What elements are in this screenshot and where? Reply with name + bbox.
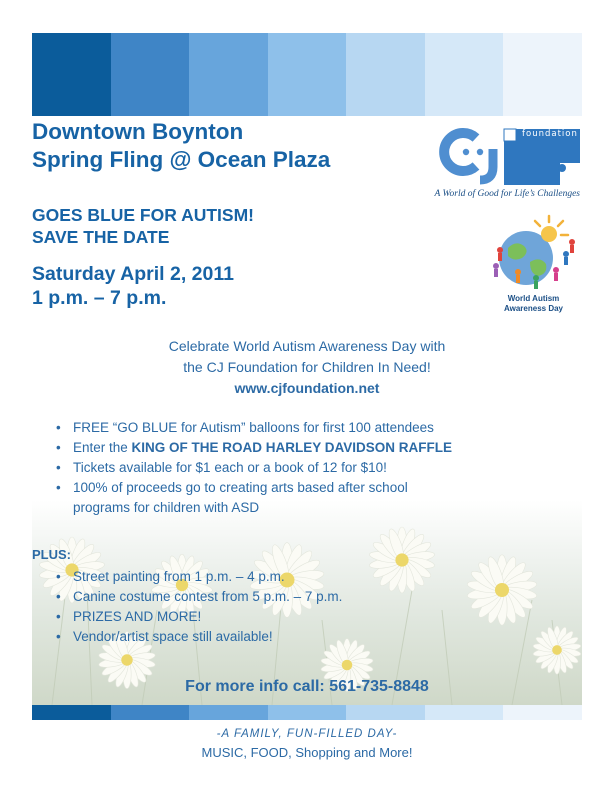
cj-foundation-logo — [418, 123, 583, 205]
raffle-name: KING OF THE ROAD HARLEY DAVIDSON RAFFLE — [131, 440, 453, 455]
swatch-1 — [32, 33, 111, 116]
footer-tagline: -A FAMILY, FUN-FILLED DAY- — [216, 728, 398, 740]
logo-tagline: A World of Good for Life’s Challenges — [434, 189, 580, 199]
event-date: Saturday April 2, 2011 — [32, 263, 234, 285]
plus-activities-list — [56, 567, 476, 647]
contact-phone: For more info call: 561-735-8848 — [185, 678, 429, 695]
list-item-text: PRIZES AND MORE! — [73, 609, 202, 624]
list-item-text: 100% of proceeds go to creating arts based after school — [73, 480, 408, 495]
swatch-7 — [503, 705, 582, 720]
list-item-text: FREE “GO BLUE for Autism” balloons for first 100 attendees — [73, 420, 434, 435]
list-item — [56, 567, 476, 587]
logo-foundation-text: foundation — [522, 129, 578, 139]
event-time: 1 p.m. – 7 p.m. — [32, 287, 167, 309]
plus-label: PLUS: — [32, 547, 71, 562]
waad-line-2: Awareness Day — [504, 304, 563, 313]
daisy-icon — [466, 555, 537, 625]
bullet-icon: • — [56, 460, 61, 475]
bullet-icon: • — [56, 609, 61, 624]
save-the-date-line: SAVE THE DATE — [32, 227, 170, 247]
list-item-text: Canine costume contest from 5 p.m. – 7 p.m. — [73, 589, 343, 604]
list-item — [56, 587, 476, 607]
intro-text — [32, 336, 582, 399]
footer-subline: MUSIC, FOOD, Shopping and More! — [201, 745, 413, 760]
bullet-icon: • — [56, 440, 61, 455]
event-date-time — [32, 262, 234, 310]
goes-blue-heading — [32, 204, 254, 248]
list-item-text: Vendor/artist space still available! — [73, 629, 273, 644]
list-item-text: Street painting from 1 p.m. – 4 p.m. — [73, 569, 285, 584]
bullet-icon: • — [56, 420, 61, 435]
event-highlights-list — [56, 418, 526, 518]
list-item — [56, 627, 476, 647]
title-line-2: Spring Fling @ Ocean Plaza — [32, 147, 331, 172]
website-link[interactable]: www.cjfoundation.net — [234, 380, 380, 396]
intro-line-2: the CJ Foundation for Children In Need! — [183, 359, 431, 375]
list-item-text: Tickets available for $1 each or a book of 12 for $10! — [73, 460, 387, 475]
list-item-text: programs for children with ASD — [73, 500, 260, 515]
list-item — [56, 418, 526, 438]
swatch-5 — [346, 33, 425, 116]
bullet-icon: • — [56, 569, 61, 584]
title-line-1: Downtown Boynton — [32, 119, 244, 144]
swatch-2 — [111, 33, 190, 116]
swatch-4 — [268, 33, 347, 116]
bullet-icon: • — [56, 480, 61, 495]
intro-line-1: Celebrate World Autism Awareness Day with — [168, 338, 446, 354]
bullet-icon: • — [56, 589, 61, 604]
list-item — [56, 458, 526, 478]
goes-blue-line: GOES BLUE FOR AUTISM! — [32, 205, 254, 225]
list-item — [56, 438, 526, 458]
swatch-1 — [32, 705, 111, 720]
daisy-icon — [533, 626, 582, 674]
swatch-7 — [503, 33, 582, 116]
swatch-3 — [189, 705, 268, 720]
world-autism-awareness-day-logo — [486, 214, 581, 324]
list-item — [56, 607, 476, 627]
swatch-3 — [189, 33, 268, 116]
waad-line-1: World Autism — [507, 294, 560, 303]
bottom-color-band — [32, 705, 582, 720]
list-item — [56, 478, 526, 498]
swatch-5 — [346, 705, 425, 720]
swatch-2 — [111, 705, 190, 720]
swatch-6 — [425, 705, 504, 720]
bullet-icon: • — [56, 629, 61, 644]
event-title — [32, 118, 330, 174]
list-item-prefix: Enter the — [73, 440, 132, 455]
list-item-continuation — [56, 498, 526, 518]
top-color-band — [32, 33, 582, 116]
swatch-6 — [425, 33, 504, 116]
swatch-4 — [268, 705, 347, 720]
